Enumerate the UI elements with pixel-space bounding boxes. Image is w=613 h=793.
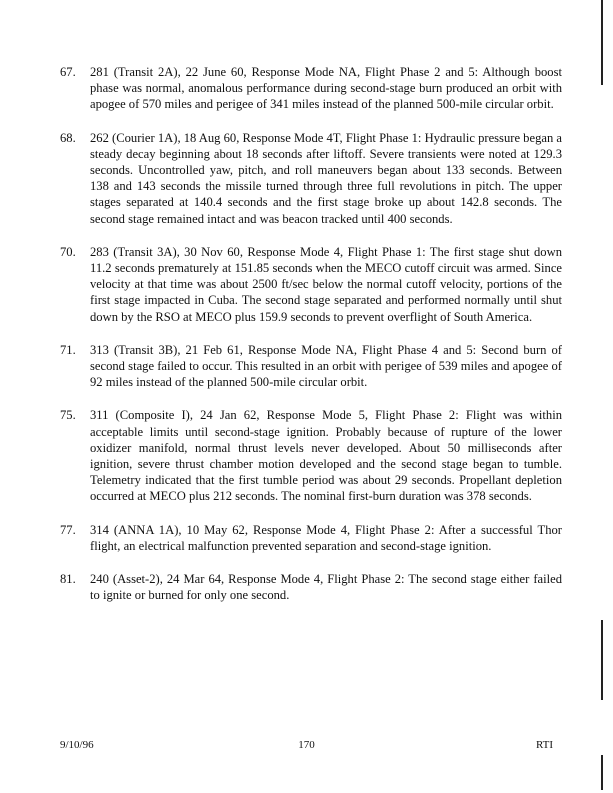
footer-date: 9/10/96 bbox=[60, 739, 94, 751]
entry-number: 67. bbox=[60, 65, 76, 79]
entry-number: 71. bbox=[60, 342, 76, 357]
entry-number: 81. bbox=[60, 572, 76, 587]
entry-text: 240 (Asset-2), 24 Mar 64, Response Mode 4, Flight Phase 2: The second stage either failed to ignite or burned for only one second. bbox=[90, 572, 562, 603]
scan-edge-line bbox=[601, 620, 603, 700]
entry-text: 311 (Composite I), 24 Jan 62, Response Mode 5, Flight Phase 2: Flight was within acceptable limits until second-stage ignition. Probably because of rupture of the lower oxidizer manifold, normal thrust levels never developed. About 50 milliseconds after ignition, severe thrust chamber motion developed and the second stage began to tumble. Telemetry indicated that the first tumble period was about 29 seconds. Propellant depletion occurred at MECO plus 212 seconds. The nominal first-burn duration was 378 seconds. bbox=[90, 408, 562, 504]
entry-67 bbox=[60, 64, 562, 113]
footer-page-number: 170 bbox=[298, 739, 315, 751]
entry-81 bbox=[60, 571, 562, 603]
entry-68 bbox=[60, 130, 562, 227]
entry-text: 283 (Transit 3A), 30 Nov 60, Response Mode 4, Flight Phase 1: The first stage shut down 11.2 seconds prematurely at 151.85 seconds when the MECO cutoff circuit was armed. Since velocity at that time was about 2500 ft/sec below the normal cutoff velocity, portions of the first stage impacted in Cuba. The second stage separated and performed normally until shut down by the RSO at MECO plus 159.9 seconds to prevent overflight of South America. bbox=[90, 244, 562, 324]
entry-70 bbox=[60, 244, 562, 325]
entry-text: 314 (ANNA 1A), 10 May 62, Response Mode 4, Flight Phase 2: After a successful Thor flight, an electrical malfunction prevented separation and second-stage ignition. bbox=[90, 522, 562, 553]
entry-number: 68. bbox=[60, 130, 76, 145]
page-footer bbox=[60, 739, 553, 755]
entry-list bbox=[60, 64, 562, 620]
entry-text: 313 (Transit 3B), 21 Feb 61, Response Mode NA, Flight Phase 4 and 5: Second burn of second stage failed to occur. This resulted in an orbit with perigee of 539 miles and apogee of 92 miles instead of the planned 500-mile circular orbit. bbox=[90, 342, 562, 390]
entry-text: 281 (Transit 2A), 22 June 60, Response Mode NA, Flight Phase 2 and 5: Although boost phase was normal, anomalous performance during second-stage burn produced an orbit with apogee of 570 miles and perigee of 341 miles instead of the planned 500-mile circular orbit. bbox=[90, 65, 562, 112]
footer-org: RTI bbox=[535, 739, 553, 751]
entry-71 bbox=[60, 342, 562, 391]
scan-edge-line bbox=[601, 755, 603, 790]
entry-77 bbox=[60, 522, 562, 554]
entry-number: 77. bbox=[60, 522, 76, 537]
entry-text: 262 (Courier 1A), 18 Aug 60, Response Mode 4T, Flight Phase 1: Hydraulic pressure began a steady decay beginning about 18 seconds after liftoff. Severe transients were noted at 129.3 seconds. Uncontrolled yaw, pitch, and roll maneuvers began about 133 seconds. Between 138 and 143 seconds the missile turned through three full revolutions in pitch. The upper stages separated at 140.4 seconds and the first stage broke up about 142.8 seconds. The second stage remained intact and was beacon tracked until 400 seconds. bbox=[90, 130, 562, 226]
entry-number: 70. bbox=[60, 244, 76, 259]
entry-number: 75. bbox=[60, 408, 76, 423]
scan-edge-line bbox=[601, 0, 603, 85]
entry-75 bbox=[60, 407, 562, 504]
